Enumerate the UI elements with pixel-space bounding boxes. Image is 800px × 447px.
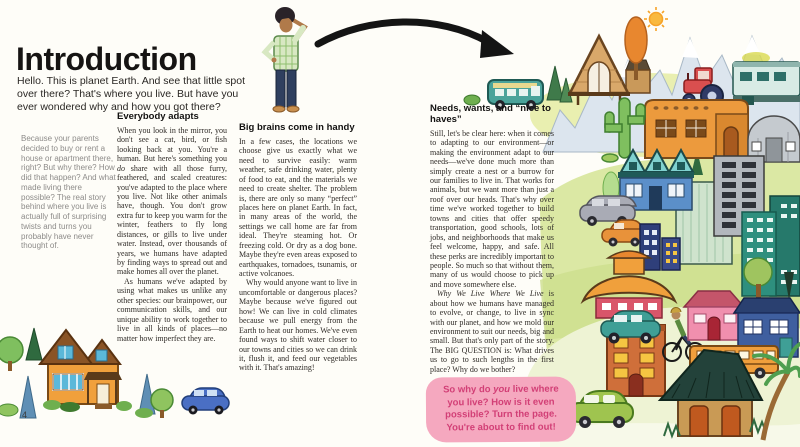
right-trees <box>135 374 173 418</box>
text-run: When you look in the mirror, you don't see a cat, bird, or fish looking back at you. You're a human. But here's something you <box>117 125 227 164</box>
pink-callout <box>426 376 576 442</box>
text-run: is about how we humans have managed to evolve, or change, to live in sync with our planet, and how we mold our environment to suit our needs, big and small. But that's only part of the story. The BIG QUESTION is: What drives us to go to such lengths in the first place? Why do we bother? <box>430 289 554 374</box>
text-run: live where you live? How is it even possible? Turn the page. You're about to find out! <box>445 383 559 434</box>
paragraph: As humans we've adapted by using what makes us unlike any other species: our brainpower, our communication skills, and our unique ability to work together to live in all kinds of places—no matter how imperfect they are. <box>117 276 227 343</box>
text-run: So why do <box>443 384 494 396</box>
adobe-house <box>645 100 748 158</box>
side-note: Because your parents decided to buy or rent a house or apartment there, right? But why there? How did that happen? And what made living there possible? The real story behind where you live is actually full of surprising twists and turns you probably have never thought of. <box>21 134 116 251</box>
column-needs-wants <box>430 104 554 374</box>
pink-house <box>684 291 744 340</box>
paragraph: In a few cases, the locations we choose give us exactly what we need to survive easily: warm weather, safe drinking water, plenty of food to eat, and the materials we need to create shelter. The problem is, there are only so many “perfect” places here on planet Earth. In fact, in many areas of the world, the settings we call home are far from ideal. They're steaming hot. Or freezing cold. Or dry as a dog bone. Maybe they're even areas exposed to earthquakes, tornadoes, tsunamis, or active volcanoes. <box>239 136 357 279</box>
text-run-italic: do <box>117 163 125 173</box>
page-title: Introduction <box>16 41 197 78</box>
column-big-brains <box>239 123 357 373</box>
text-run-italic: you <box>493 383 511 396</box>
paragraph <box>430 289 554 374</box>
curved-arrow-icon <box>318 22 514 58</box>
intro-paragraph: Hello. This is planet Earth. And see that little spot over there? That's where you live. But have you ever wondered why and how you got there? <box>17 74 246 113</box>
column-heading: Big brains come in handy <box>239 122 355 133</box>
blue-sedan-icon <box>182 388 229 415</box>
column-heading: Needs, wants, and “nice to haves” <box>430 103 551 125</box>
column-everybody-adapts <box>117 112 227 343</box>
text-run: share with all those furry, feathered, and scaled creatures: you've adapted to the place where you live. Not like other animals have, though. You don't grow extra fur to keep you warm for the winter, feathers to fly long distances, or gills to live under water. Instead, over thousands of years, we humans have adapted by finding ways to spread out and make homes all over the planet. <box>117 163 227 277</box>
boy-shading-eyes <box>265 7 305 112</box>
left-trees <box>0 328 42 418</box>
column-heading: Everybody adapts <box>117 111 199 122</box>
quonset-hut <box>748 116 800 162</box>
paragraph <box>117 126 227 277</box>
page-number: 4 <box>22 410 28 420</box>
paragraph: Why would anyone want to live in uncomfortable or dangerous places? Maybe because we've figured out how! We can live in cold climates because we pull energy from the Earth to heat our homes. We've even found ways to shift water closer to our towns and cities so we can drink it, flush it, and feed our vegetables with it. That's amazing! <box>239 278 357 373</box>
sun-icon <box>644 7 668 31</box>
mobile-home-trailer <box>733 52 800 105</box>
paragraph: Still, let's be clear here: when it comes to adapting to our environment—or making the environment adapt to our needs—we've done much more than simply create a nest or a burrow for our families to live in. That works for animals, but we want more than just a roof over our heads. That's why over time we've worked together to build towns and cities that offer speedy transportation, good schools, lots of jobs, and neighborhoods that make us feel welcome, happy, and safe. All these perks are incredibly important to people. So much so that without them, many of us would choose to pick up and move somewhere else. <box>430 128 554 289</box>
text-run-italic: Why We Live Where We Live <box>437 289 544 299</box>
